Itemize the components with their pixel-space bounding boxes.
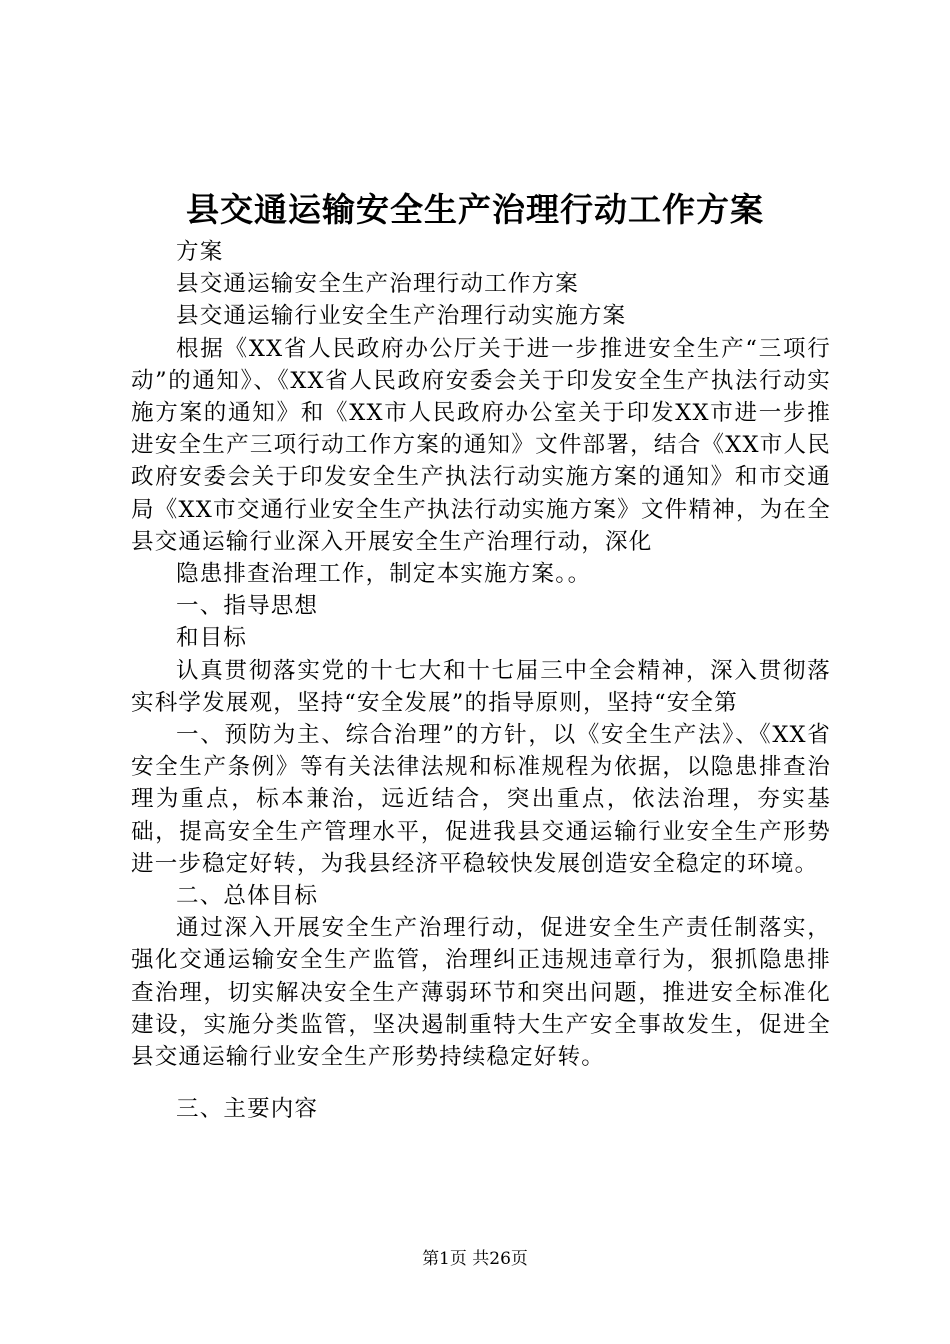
- paragraph: 通过深入开展安全生产治理行动，促进安全生产责任制落实，强化交通运输安全生产监管，治理纠正违规违章行为，狠抓隐患排查治理，切实解决安全生产薄弱环节和突出问题，推进安全标准化建设，实施分类监管，坚决遏制重特大生产安全事故发生，促进全县交通运输行业安全生产形势持续稳定好转。: [131, 915, 831, 1071]
- section-heading: 一、指导思想: [176, 593, 319, 620]
- document-body: [131, 236, 831, 1125]
- paragraph: 县交通运输行业安全生产治理行动实施方案: [176, 303, 627, 330]
- section-heading: 二、总体目标: [176, 883, 319, 910]
- paragraph: 隐患排查治理工作，制定本实施方案。。: [176, 561, 592, 588]
- document-title: 县交通运输安全生产治理行动工作方案: [186, 190, 764, 229]
- paragraph: 认真贯彻落实党的十七大和十七届三中全会精神，深入贯彻落实科学发展观，坚持“安全发展”的指导原则，坚持“安全第: [131, 657, 831, 716]
- page-number-footer: 第1页 共26页: [422, 1249, 528, 1269]
- section-heading: 三、主要内容: [176, 1096, 319, 1123]
- paragraph: 县交通运输安全生产治理行动工作方案: [176, 271, 579, 298]
- paragraph: 和目标: [176, 625, 248, 652]
- paragraph: 方案: [176, 239, 224, 265]
- paragraph: 根据《XX省人民政府办公厅关于进一步推进安全生产“三项行动”的通知》、《XX省人民政府安委会关于印发安全生产执法行动实施方案的通知》和《XX市人民政府办公室关于印发XX市进一步推进安全生产三项行动工作方案的通知》文件部署，结合《XX市人民政府安委会关于印发安全生产执法行动实施方案的通知》和市交通局《XX市交通行业安全生产执法行动实施方案》文件精神，为在全县交通运输行业深入开展安全生产治理行动，深化: [131, 335, 831, 555]
- paragraph: 一、预防为主、综合治理”的方针，以《安全生产法》、《XX省安全生产条例》等有关法律法规和标准规程为依据，以隐患排查治理为重点，标本兼治，远近结合，突出重点，依法治理，夯实基础，提高安全生产管理水平，促进我县交通运输行业安全生产形势进一步稳定好转，为我县经济平稳较快发展创造安全稳定的环境。: [131, 722, 831, 877]
